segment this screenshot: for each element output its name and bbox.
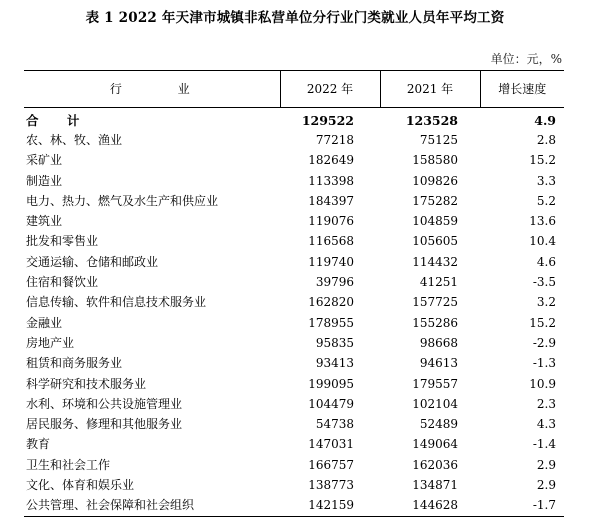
- growth-rate: -1.3: [532, 356, 556, 371]
- wage-2022: 116568: [308, 234, 354, 249]
- industry-name: 农、林、牧、渔业: [26, 132, 123, 147]
- growth-rate: 4.9: [534, 112, 556, 128]
- header-2022: 2022 年: [280, 71, 380, 108]
- table-row: [24, 475, 564, 495]
- industry-name: 教育: [26, 437, 51, 452]
- wage-2021: 158580: [412, 153, 458, 168]
- industry-name: 制造业: [26, 173, 63, 188]
- industry-name: 公共管理、社会保障和社会组织: [24, 496, 280, 517]
- wage-2022: 162820: [308, 295, 354, 310]
- table-row: [24, 374, 564, 394]
- header-growth: 增长速度: [480, 71, 564, 108]
- wage-2022: 166757: [308, 457, 354, 472]
- wage-2022: 178955: [308, 315, 354, 330]
- wage-2022: 77218: [315, 132, 354, 147]
- industry-name: 水利、环境和公共设施管理业: [26, 396, 183, 411]
- wage-2021: 134871: [412, 477, 458, 492]
- industry-name: 文化、体育和娱乐业: [26, 477, 135, 492]
- header-industry: 行 业: [24, 71, 280, 108]
- wage-2022: 93413: [315, 356, 354, 371]
- wage-2021: 105605: [412, 234, 458, 249]
- table-row: [24, 496, 564, 517]
- table-row: [24, 232, 564, 252]
- table-row: [24, 191, 564, 211]
- industry-name: 交通运输、仓储和邮政业: [26, 254, 159, 269]
- wage-2021: 109826: [412, 173, 458, 188]
- unit-note: 单位：元，%: [490, 52, 562, 66]
- table-body: [24, 108, 564, 517]
- industry-name: 租赁和商务服务业: [26, 356, 123, 371]
- table-row: [24, 435, 564, 455]
- industry-name: 合 计: [26, 112, 92, 128]
- table-row: [24, 130, 564, 150]
- wage-2021: 102104: [412, 396, 458, 411]
- table-row: [24, 455, 564, 475]
- wage-2022: 199095: [308, 376, 354, 391]
- growth-rate: 4.3: [536, 417, 556, 432]
- growth-rate: 10.4: [529, 234, 556, 249]
- wage-2021: 149064: [412, 437, 458, 452]
- wage-2022: 182649: [308, 153, 354, 168]
- table-row: [24, 272, 564, 292]
- table-row: [24, 333, 564, 353]
- header-row: [24, 71, 564, 108]
- wage-2021: 157725: [412, 295, 458, 310]
- wage-2021: 179557: [412, 376, 458, 391]
- table-row: [24, 414, 564, 434]
- wage-2021: 155286: [412, 315, 458, 330]
- table-row: [24, 252, 564, 272]
- wage-2022: 104479: [308, 396, 354, 411]
- wage-table: [24, 70, 564, 517]
- wage-2021: 75125: [419, 132, 458, 147]
- wage-2021: 114432: [412, 254, 458, 269]
- wage-2022: 147031: [308, 437, 354, 452]
- growth-rate: 3.3: [536, 173, 556, 188]
- industry-name: 信息传输、软件和信息技术服务业: [26, 295, 207, 310]
- table-row: [24, 293, 564, 313]
- wage-2022: 129522: [301, 112, 354, 128]
- wage-2021: 162036: [412, 457, 458, 472]
- industry-name: 科学研究和技术服务业: [26, 376, 147, 391]
- industry-name: 电力、热力、燃气及水生产和供应业: [26, 193, 219, 208]
- growth-rate: 2.3: [536, 396, 556, 411]
- industry-name: 采矿业: [26, 153, 63, 168]
- growth-rate: -2.9: [532, 335, 556, 350]
- growth-rate: 2.8: [536, 132, 556, 147]
- table-row: [24, 394, 564, 414]
- wage-2022: 142159: [280, 496, 380, 517]
- wage-2021: 175282: [412, 193, 458, 208]
- wage-2022: 119740: [308, 254, 354, 269]
- wage-2021: 94613: [419, 356, 458, 371]
- growth-rate: 3.2: [536, 295, 556, 310]
- industry-name: 房地产业: [26, 335, 75, 350]
- growth-rate: 15.2: [529, 153, 556, 168]
- wage-2022: 54738: [315, 417, 354, 432]
- growth-rate: 2.9: [536, 457, 556, 472]
- table-row: [24, 171, 564, 191]
- wage-2021: 104859: [412, 214, 458, 229]
- wage-2022: 184397: [308, 193, 354, 208]
- growth-rate: -3.5: [532, 275, 556, 290]
- wage-2021: 41251: [419, 275, 458, 290]
- header-2021: 2021 年: [380, 71, 480, 108]
- industry-name: 批发和零售业: [26, 234, 99, 249]
- table-title: 表 1 2022 年天津市城镇非私营单位分行业门类就业人员年平均工资: [85, 10, 505, 26]
- wage-2021: 52489: [419, 417, 458, 432]
- wage-2022: 119076: [308, 214, 354, 229]
- growth-rate: -1.4: [532, 437, 556, 452]
- wage-2022: 113398: [308, 173, 354, 188]
- wage-2022: 39796: [315, 275, 354, 290]
- table-row: [24, 354, 564, 374]
- industry-name: 建筑业: [26, 214, 63, 229]
- total-row: [24, 108, 564, 131]
- growth-rate: -1.7: [480, 496, 564, 517]
- table-row: [24, 313, 564, 333]
- table-row: [24, 211, 564, 231]
- wage-2021: 98668: [419, 335, 458, 350]
- growth-rate: 15.2: [529, 315, 556, 330]
- wage-2021: 123528: [405, 112, 458, 128]
- table-row: [24, 151, 564, 171]
- growth-rate: 5.2: [536, 193, 556, 208]
- industry-name: 卫生和社会工作: [26, 457, 111, 472]
- wage-2022: 95835: [315, 335, 354, 350]
- industry-name: 住宿和餐饮业: [26, 275, 99, 290]
- growth-rate: 13.6: [529, 214, 556, 229]
- industry-name: 金融业: [26, 315, 63, 330]
- growth-rate: 2.9: [536, 477, 556, 492]
- growth-rate: 10.9: [529, 376, 556, 391]
- wage-2022: 138773: [308, 477, 354, 492]
- growth-rate: 4.6: [536, 254, 556, 269]
- industry-name: 居民服务、修理和其他服务业: [26, 417, 183, 432]
- wage-2021: 144628: [380, 496, 480, 517]
